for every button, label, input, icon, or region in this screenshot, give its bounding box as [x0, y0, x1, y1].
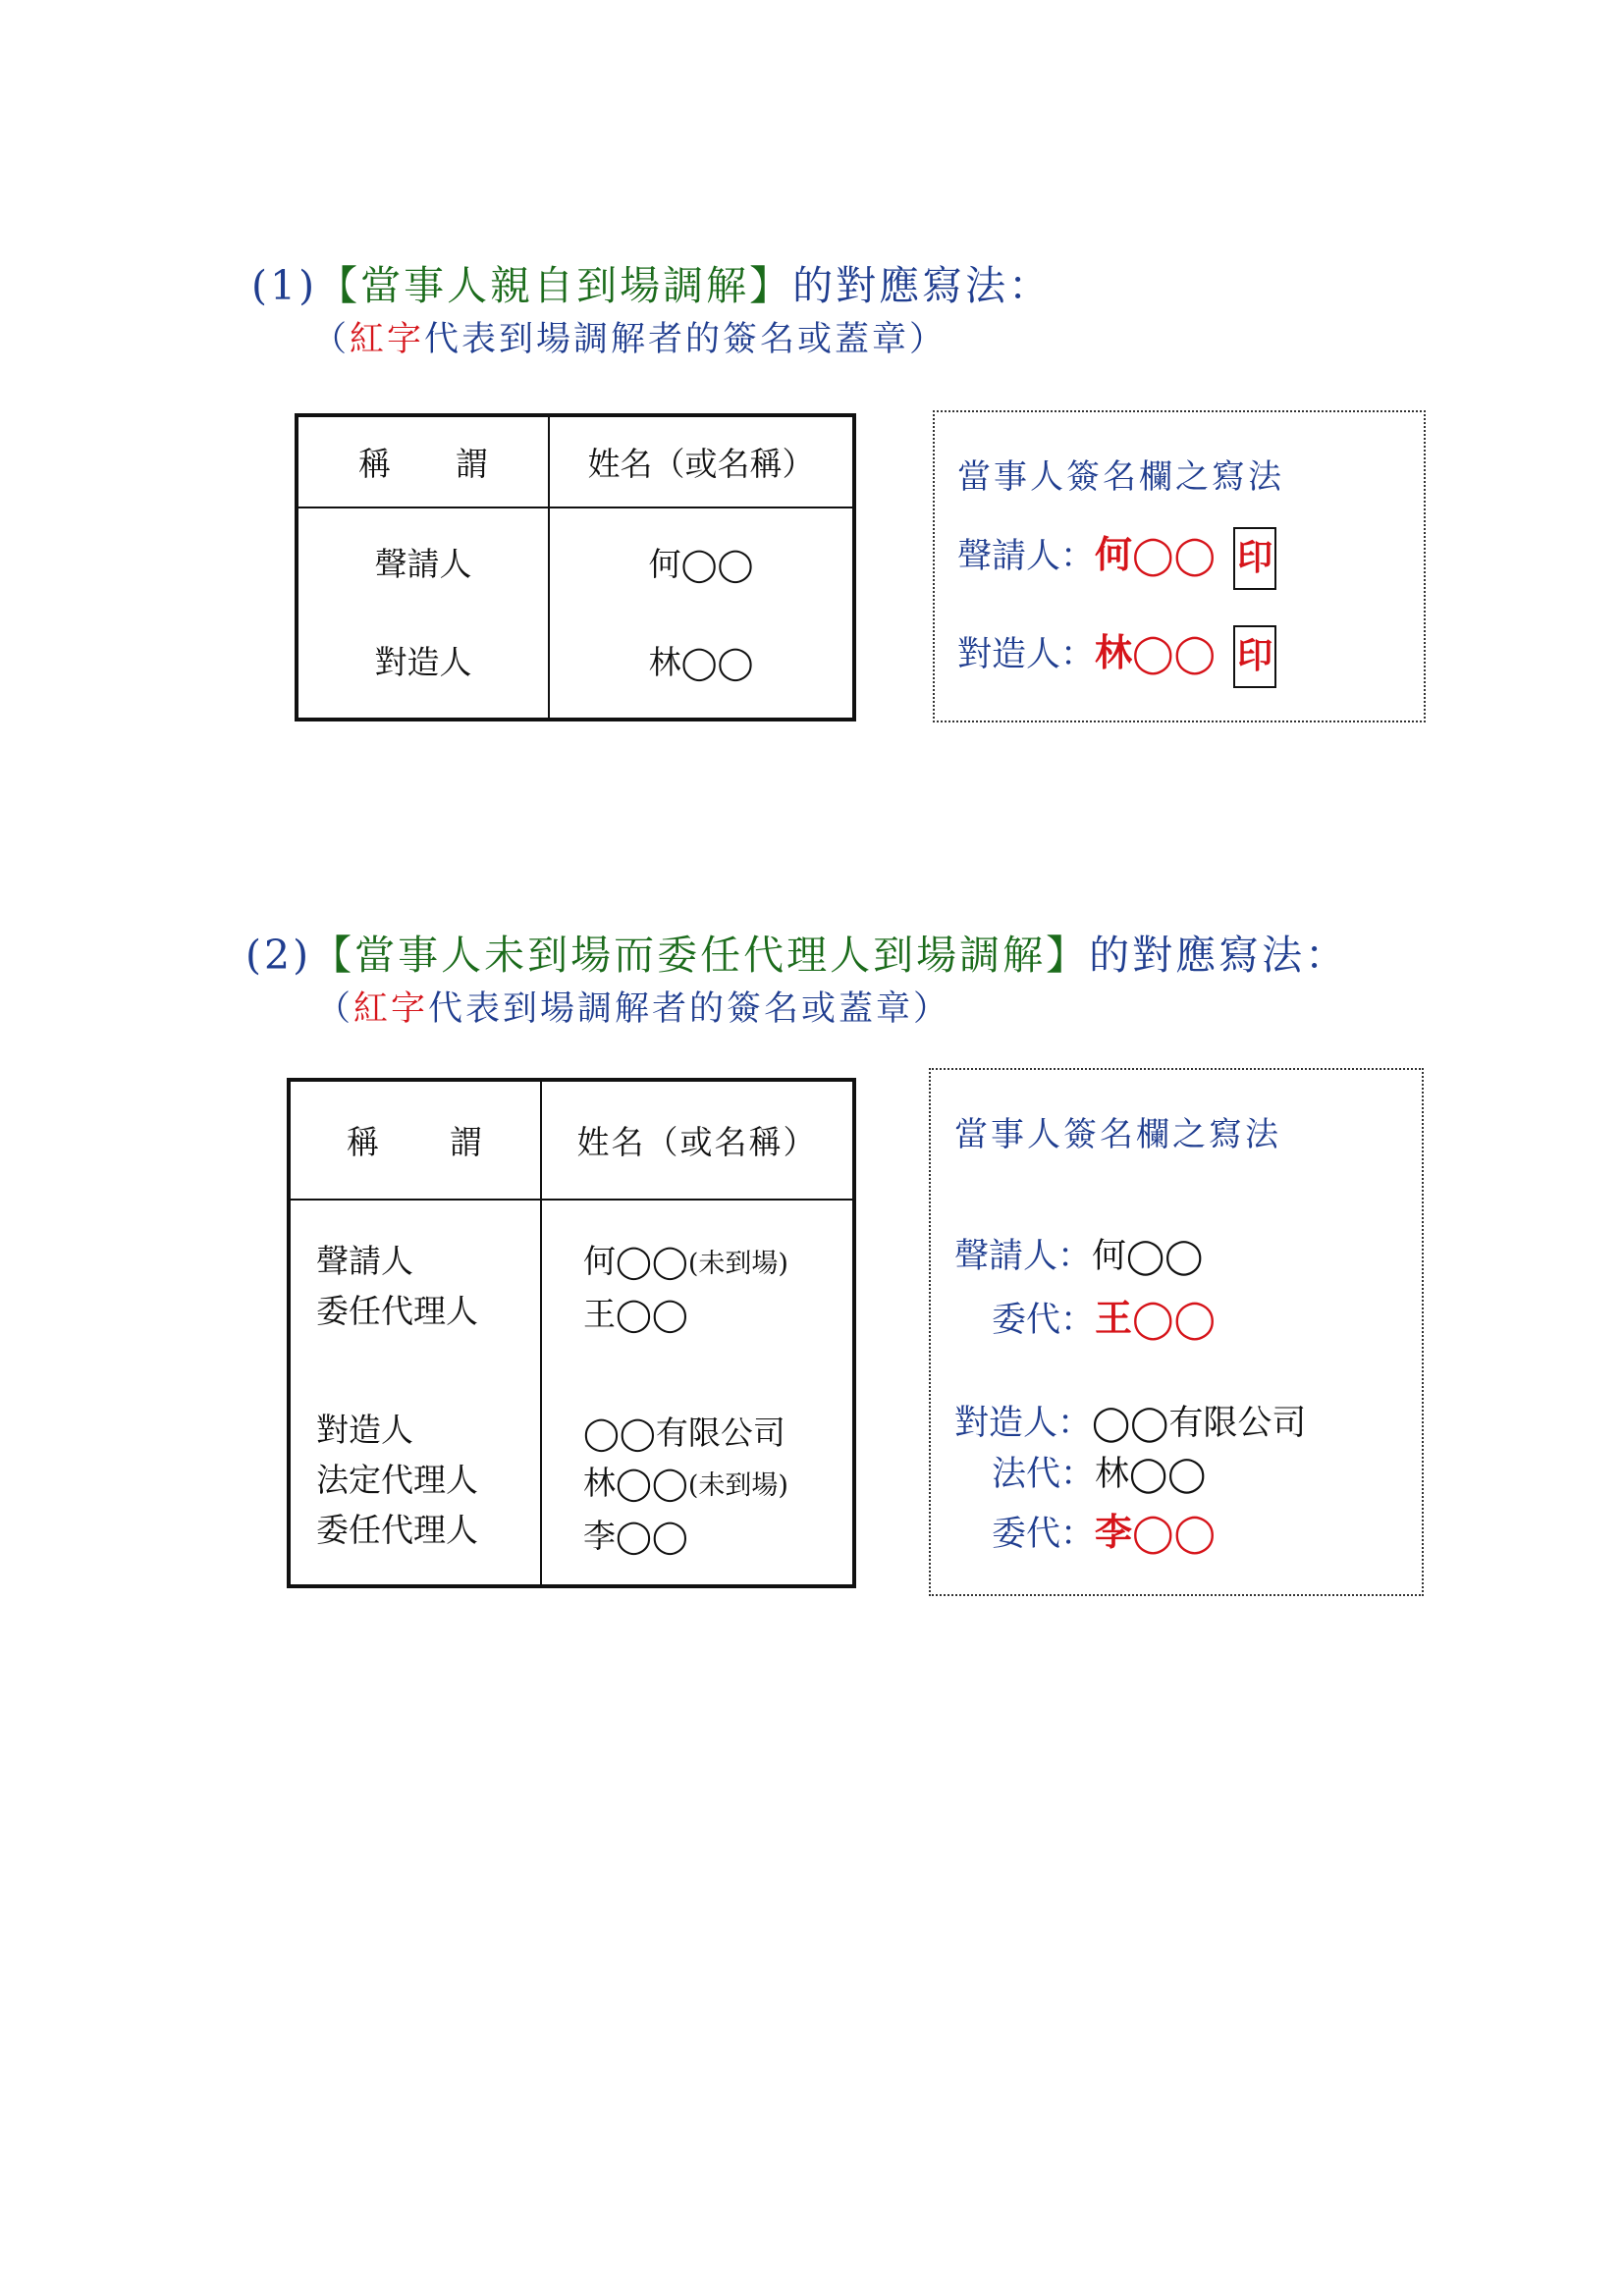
section2-sig-respondent-value: ◯◯有限公司 [1092, 1404, 1307, 1443]
seal-stamp-icon: 印 [1233, 625, 1276, 688]
section2-bracket-open: 【 [311, 932, 355, 979]
section2-name-agent2-main: 李◯◯ [583, 1517, 688, 1555]
section2-sig-applicant [954, 1229, 1203, 1278]
section2-signature-title: 當事人簽名欄之寫法 [954, 1115, 1281, 1154]
section1-title: 當事人親自到場調解 [360, 262, 750, 309]
section1-sig-applicant-label: 聲請人： [957, 537, 1096, 576]
section2-note-red: 紅字 [353, 989, 429, 1029]
section2-sig-agent2-label: 委代： [992, 1515, 1096, 1554]
section2-name-cell [541, 1200, 854, 1586]
section1-note-text: 代表到場調解者的簽名或蓋章 [424, 320, 910, 359]
section2-role-cell [289, 1200, 541, 1586]
section2-bracket-close: 】 [1046, 932, 1090, 979]
absent-note: (未到場) [687, 1470, 788, 1501]
section2-name-respondent [583, 1408, 852, 1458]
section1-note-open: （ [312, 320, 351, 359]
section1-sig-applicant-name: 何◯◯ [1095, 533, 1217, 576]
section2-role-applicant: 聲請人 [316, 1242, 413, 1280]
section1-header-role: 稱 謂 [297, 415, 549, 507]
section2-sig-applicant-value: 何◯◯ [1092, 1237, 1204, 1276]
section1-role-respondent: 對造人 [374, 642, 472, 681]
section1-number: (1) [251, 262, 318, 309]
section2-sig-legal-rep-value: 林◯◯ [1095, 1455, 1207, 1494]
section1-signature-title: 當事人簽名欄之寫法 [957, 457, 1284, 497]
section2-sig-legal-rep-label: 法代： [992, 1455, 1096, 1494]
section2-name-legal-rep-main: 林◯◯ [583, 1464, 688, 1502]
section2-name-agent2 [583, 1511, 852, 1561]
section2-sig-agent2 [992, 1502, 1216, 1556]
section2-header-name: 姓名（或名稱） [541, 1080, 854, 1200]
section1-note [312, 312, 947, 361]
section1-name-applicant: 何◯◯ [648, 544, 754, 583]
section1-bracket-open: 【 [317, 262, 361, 309]
section2-number: (2) [245, 932, 312, 979]
section2-note-text: 代表到場調解者的簽名或蓋章 [428, 989, 914, 1029]
section2-heading [245, 923, 1348, 981]
section1-role-applicant: 聲請人 [374, 544, 472, 583]
absent-note: (未到場) [687, 1249, 788, 1279]
section2-sig-legal-rep [992, 1447, 1206, 1496]
section1-role-cell [297, 507, 549, 720]
section2-name-applicant-main: 何◯◯ [583, 1242, 688, 1280]
section2-name-applicant [583, 1236, 852, 1289]
section2-sig-respondent-label: 對造人： [954, 1404, 1093, 1443]
section2-note-open: （ [316, 989, 354, 1029]
section2-name-agent [583, 1289, 852, 1339]
section2-sig-respondent [954, 1396, 1306, 1445]
section2-name-agent-main: 王◯◯ [583, 1295, 688, 1333]
section2-role-agent2: 委任代理人 [316, 1511, 478, 1549]
section2-suffix: 的對應寫法： [1089, 932, 1349, 979]
section2-sig-agent [992, 1288, 1216, 1342]
section1-note-red: 紅字 [350, 320, 425, 359]
section2-name-respondent-main: ◯◯有限公司 [583, 1414, 785, 1452]
section2-note-close: ） [913, 989, 951, 1029]
section1-sig-respondent-label: 對造人： [957, 635, 1096, 674]
section1-header-name: 姓名（或名稱） [549, 415, 854, 507]
section1-table [295, 413, 856, 721]
section2-sig-applicant-label: 聲請人： [954, 1237, 1093, 1276]
section1-note-close: ） [909, 320, 947, 359]
section2-role-legal-rep: 法定代理人 [316, 1461, 478, 1499]
section2-sig-agent-value: 王◯◯ [1095, 1297, 1217, 1340]
section2-sig-agent2-value: 李◯◯ [1095, 1511, 1217, 1554]
section2-role-respondent: 對造人 [316, 1411, 413, 1449]
section2-header-role: 稱 謂 [289, 1080, 541, 1200]
section1-bracket-close: 】 [749, 262, 793, 309]
section2-role-agent: 委任代理人 [316, 1292, 478, 1330]
section1-sig-respondent [957, 622, 1276, 688]
section2-table [287, 1078, 856, 1588]
section1-name-respondent: 林◯◯ [648, 642, 754, 681]
section2-note [316, 982, 950, 1031]
section2-sig-agent-label: 委代： [992, 1301, 1096, 1340]
section1-suffix: 的對應寫法： [792, 262, 1053, 309]
section2-name-legal-rep [583, 1458, 852, 1511]
section1-sig-respondent-name: 林◯◯ [1095, 631, 1217, 674]
section1-sig-applicant [957, 524, 1276, 590]
section2-title: 當事人未到場而委任代理人到場調解 [354, 932, 1047, 979]
seal-stamp-icon: 印 [1233, 527, 1276, 590]
section1-name-cell [549, 507, 854, 720]
section1-heading [251, 253, 1052, 311]
